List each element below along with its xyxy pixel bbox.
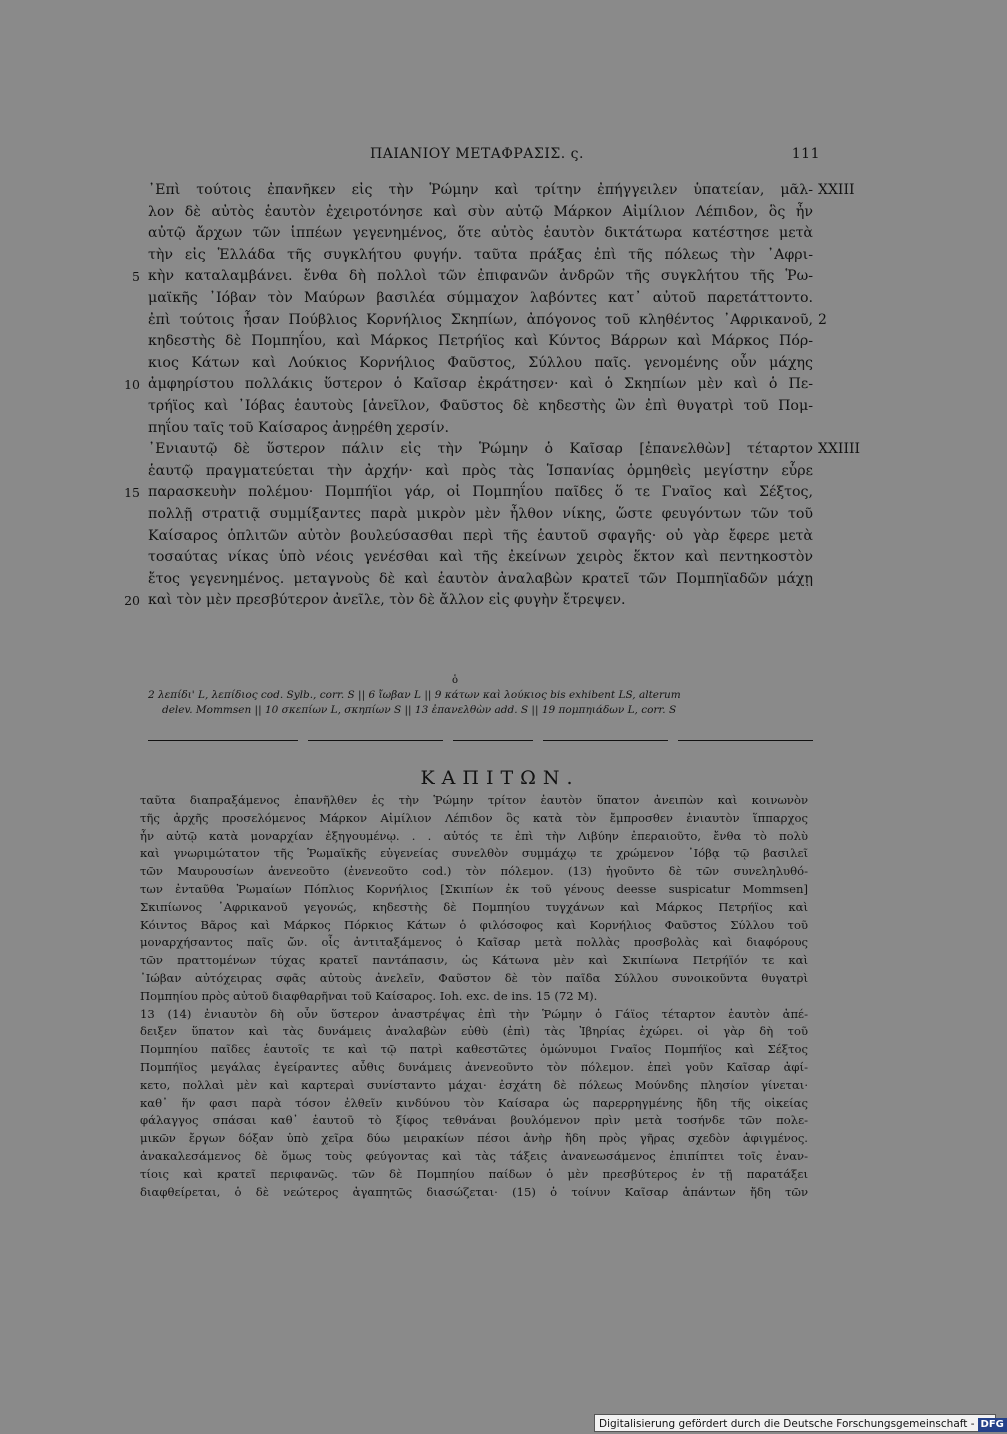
section-line-text: καθ᾿ ἥν φασι παρὰ τόσον ἐλθεῖν κινδύνου τὸν Καίσαρα ὡς παρερρηγμένης ἤδη τῆς οἰκείας (140, 1095, 808, 1110)
running-title: ΠΑΙΑΝΙΟΥ ΜΕΤΑΦΡΑΣΙΣ. ς. (370, 146, 584, 162)
section-line (140, 810, 808, 828)
section-line (140, 1166, 808, 1184)
section-text (140, 792, 808, 1201)
line-number: 10 (124, 377, 140, 393)
section-line-text: Πομπήϊος μεγάλας ἐγείραντες αὖθις δυνάμεις ἀνενεοῦντο τὸν πόλεμον. ἐπεὶ γοῦν Καῖσαρ ἀφί- (140, 1059, 808, 1074)
section-line-text: ἦν αὐτῷ κατὰ μοναρχίαν ἐξηγουμένῳ. . . αὐτός τε ἐπὶ τὴν Λιβύην ἐπεραιοῦτο, ἔνθα τὸ πολὺ (140, 828, 808, 843)
page-number: 111 (791, 146, 820, 162)
section-line-text: διαφθείρεται, ὁ δὲ νεώτερος ἀγαπητῶς διασώζεται· (15) ὁ τοίνυν Καῖσαρ ἁπάντων ἤδη τῶν (140, 1184, 808, 1199)
section-line (140, 1041, 808, 1059)
section-heading: ΚΑΠΙΤΩΝ. (420, 767, 580, 789)
text-line (148, 504, 813, 526)
text-line (148, 396, 813, 418)
section-line-text: τίοις καὶ κρατεῖ περιφανῶς. τῶν δὲ Πομπηίου παίδων ὁ μὲν πρεσβύτερος ἐν τῇ παρατάξει (140, 1166, 808, 1181)
section-line (140, 1184, 808, 1202)
text-line (124, 374, 813, 396)
margin-note: 2 (818, 311, 827, 328)
section-line-text: μοναρχήσαντος παῖς ὤν. οἷς ἀντιταξάμενος ὁ Καῖσαρ μετὰ πολλὰς προσβολὰς καὶ διαφόρους (140, 935, 808, 950)
text-line (124, 482, 813, 504)
section-line-text: καὶ γνωριμώτατον τῆς Ῥωμαϊκῆς εὐγενείας συνελθὸν συμμάχῳ τε χρώμενον ᾿Ιόβᾳ τῷ βασιλεῖ (140, 846, 808, 861)
dfg-logo: DFG (978, 1418, 1007, 1432)
section-line-text: 13 (14) ἐνιαυτὸν δὴ οὖν ὕστερον ἀναστρέψας ἐπὶ τὴν Ῥώμην ὁ Γάϊος τέταρτον ἑαυτὸν ἀπέ- (140, 1006, 808, 1021)
text-line (124, 590, 813, 612)
text-line (148, 202, 813, 224)
line-text: μαϊκῆς ᾿Ιόβαν τὸν Μαύρων βασιλέα σύμμαχον λαβόντες κατ᾿ αὐτοῦ παρετάττοντο. (148, 289, 813, 306)
margin-note: XXIII (818, 182, 855, 198)
section-line (140, 952, 808, 970)
section-line-text: ᾿Ιώβαν αὐτόχειρας σφᾶς αὐτοὺς ἀνελεῖν, Φαῦστον δὲ τὸν παῖδα Σύλλου συνοικοῦντα θυγατρὶ (140, 970, 808, 985)
section-line-text: Πομπηίου παῖδες ἑαυτοῖς τε καὶ τῷ πατρὶ καθεστῶτες ὁμώνυμοι Γναῖος Πομπήϊος καὶ Σέξτος (140, 1042, 808, 1057)
line-text: καὶ τὸν μὲν πρεσβύτερον ἀνεῖλε, τὸν δὲ ἄλλον εἰς φυγὴν ἔτρεψεν. (148, 592, 626, 609)
apparatus-line: 2 λεπίδι' L, λεπίδιος cod. Sylb., corr. S || 6 ἴωβαν L || 9 κάτων καὶ λούκιος bis exhibent LS, alterum (148, 689, 681, 701)
section-line-text: δειξεν ὕπατον καὶ τὰς δυνάμεις ἀναλαβὼν εὐθὺ (ἐπὶ) τὰς Ἰβηρίας ἐχώρει. οἱ γὰρ δὴ τοῦ (140, 1024, 808, 1039)
section-line (140, 1006, 808, 1024)
line-text: ἑαυτῷ πραγματεύεται τὴν ἀρχήν· καὶ πρὸς τὰς Ἱσπανίας ὁρμηθεὶς μεγίστην εὗρε (148, 462, 813, 479)
section-line (140, 792, 808, 810)
section-line-text: ἀνακαλεσάμενος δὲ ὅμως τοὺς φεύγοντας καὶ τὰς τάξεις ἀνανεωσάμενος ἐπιπίπτει τοῖς ἐναν- (140, 1148, 808, 1163)
section-line (140, 934, 808, 952)
text-line (148, 223, 813, 245)
text-line (148, 310, 827, 332)
section-line (140, 917, 808, 935)
line-text: ἐπὶ τούτοις ἦσαν Πούβλιος Κορνήλιος Σκηπίων, ἀπόγονος τοῦ κληθέντος ᾿Αφρικανοῦ, (148, 311, 813, 328)
section-line (140, 1112, 808, 1130)
text-line (148, 245, 813, 267)
line-number: 5 (132, 269, 140, 285)
separator-rules (148, 740, 813, 744)
digitization-credit (594, 1414, 1004, 1432)
line-text: πηΐου ταῖς τοῦ Καίσαρος ἀνῃρέθη χερσίν. (148, 419, 449, 436)
section-line-text: φάλαγγος σπάσαι καθ᾿ ἑαυτοῦ τὸ ξίφος τεθνάναι βουλόμενον πρὶν μετὰ τοσήνδε τῶν πολε- (140, 1113, 808, 1128)
line-text: παρασκευὴν πολέμου· Πομπήϊοι γάρ, οἱ Πομπηΐου παῖδες ὅ τε Γναῖος καὶ Σέξτος, (148, 484, 813, 501)
line-number: 20 (124, 593, 140, 609)
margin-note: XXIIII (818, 441, 861, 458)
apparatus-mark: ὁ (452, 675, 459, 686)
text-line (148, 439, 861, 461)
line-text: λον δὲ αὐτὸς ἑαυτὸν ἐχειροτόνησε καὶ σὺν αὐτῷ Μάρκον Αἰμίλιον Λέπιδον, ὃς ἦν (148, 203, 813, 220)
line-text: ἀμφηρίστου πολλάκις ὕστερον ὁ Καῖσαρ ἐκράτησεν· καὶ ὁ Σκηπίων μὲν καὶ ὁ Πε- (148, 376, 813, 393)
section-line (140, 1023, 808, 1041)
line-text: κιος Κάτων καὶ Λούκιος Κορνήλιος Φαῦστος, Σύλλου παῖς. γενομένης οὖν μάχης (148, 354, 813, 371)
text-line (148, 526, 813, 548)
text-line (132, 266, 813, 288)
section-line (140, 970, 808, 988)
section-line-text: μικῶν ἔργων δόξαν ὑπὸ χεῖρα δύω μειρακίων πέσοι ἀνὴρ ἤδη πρὸς γῆρας σχεδὸν ἀφιγμένος. (140, 1131, 808, 1146)
line-text: ἔτος γεγενημένος. μεταγνοὺς δὲ καὶ ἑαυτὸν ἀναλαβὼν κρατεῖ τῶν Πομπηϊαδῶν μάχῃ (148, 570, 813, 587)
line-text: Καίσαρος ὁπλιτῶν αὐτὸν βουλεύσασθαι περὶ τῆς ἑαυτοῦ σφαγῆς· οὐ γὰρ ἔφερε μετὰ (148, 527, 813, 544)
line-text: τοσαύτας νίκας ὑπὸ νέοις γενέσθαι καὶ τῆς ἐκείνων χειρὸς ἕκτον καὶ πεντηκοστὸν (148, 549, 813, 566)
line-text: ᾿Επὶ τούτοις ἐπανῆκεν εἰς τὴν Ῥώμην καὶ τρίτην ἐπήγγειλεν ὑπατείαν, μᾶλ- (148, 182, 813, 198)
section-line (140, 1077, 808, 1095)
section-line (140, 863, 808, 881)
text-line (148, 180, 855, 202)
section-line-text: ταῦτα διαπραξάμενος ἐπανῆλθεν ἐς τὴν Ῥώμην τρίτον ἑαυτὸν ὕπατον ἀνειπὼν καὶ κοινωνὸν (140, 793, 808, 807)
text-line (148, 331, 813, 353)
critical-apparatus (148, 688, 813, 717)
section-line-text: τῶν Μαυρουσίων ἀνενεοῦτο (ἐνενεοῦτο cod.) τὸν πόλεμον. (13) ἡγοῦντο δὲ τῶν συνεληλυθό- (140, 864, 808, 879)
section-line (140, 1059, 808, 1077)
text-line (148, 569, 813, 591)
text-line (148, 547, 813, 569)
section-line-text: Κόιντος Βᾶρος καὶ Μάρκος Πόρκιος Κάτων ὁ φιλόσοφος καὶ Κορνήλιος Φαῦστος Σύλλου τοῦ (140, 917, 808, 932)
section-line (140, 1095, 808, 1113)
main-text (124, 180, 861, 612)
line-text: κὴν καταλαμβάνει. ἔνθα δὴ πολλοὶ τῶν ἐπιφανῶν ἀνδρῶν τῆς συγκλήτου τῆς Ῥω- (148, 268, 813, 285)
section-line (140, 1130, 808, 1148)
section-line (140, 899, 808, 917)
line-text: τρήϊος καὶ ᾿Ιόβας ἑαυτοὺς [ἀνεῖλον, Φαῦστος δὲ κηδεστὴς ὢν ἐπὶ θυγατρὶ τοῦ Πομ- (148, 397, 813, 414)
section-line-text: τῆς ἀρχῆς προσελόμενος Μάρκον Αἰμίλιον Λέπιδον ὃς κατὰ τὸν ἔμπροσθεν ἐνιαυτὸν ἵππαρχος (140, 810, 808, 825)
text-line (148, 418, 813, 440)
line-text: κηδεστὴς δὲ Πομπηΐου, καὶ Μάρκος Πετρήϊος καὶ Κύντος Βάρρων καὶ Μάρκος Πόρ- (148, 333, 813, 350)
section-line-text: Σκιπίωνος ᾿Αφρικανοῦ γεγονώς, κηδεστὴς δὲ Πομπηίου τυγχάνων καὶ Μάρκος Πετρήϊος καὶ (140, 899, 808, 914)
text-line (148, 288, 813, 310)
section-line-text: τῶν πραττομένων τύχας κρατεῖ παντάπασιν, ὡς Κάτωνα μὲν καὶ Σκιπίωνα Πετρήϊόν τε καὶ (140, 953, 808, 968)
line-text: αὐτῷ ἄρχων τῶν ἱππέων γεγενημένος, ὅτε αὐτὸς ἑαυτὸν δικτάτωρα κατέστησε μετὰ (148, 225, 813, 242)
section-line (140, 988, 808, 1006)
line-text: ᾿Ενιαυτῷ δὲ ὕστερον πάλιν εἰς τὴν Ῥώμην ὁ Καῖσαρ [ἐπανελθὼν] τέταρτον (148, 441, 813, 458)
section-line-text: των ἐνταῦθα Ῥωμαίων Πόπλιος Κορνήλιος [Σκιπίων ἐκ τοῦ γένους deesse suspicatur Mommsen] (140, 881, 808, 896)
section-line (140, 881, 808, 899)
line-text: πολλῇ στρατιᾷ συμμίξαντες παρὰ μικρὸν μὲν ἦλθον νίκης, ὥστε φευγόντων τῶν τοῦ (148, 505, 813, 522)
section-line (140, 1148, 808, 1166)
section-line (140, 828, 808, 846)
line-number: 15 (124, 485, 140, 501)
text-line (148, 353, 813, 375)
credit-text: Digitalisierung gefördert durch die Deutsche Forschungsgemeinschaft - (599, 1418, 975, 1430)
section-line (140, 845, 808, 863)
line-text: τὴν εἰς Ἑλλάδα τῆς συγκλήτου φυγήν. ταῦτα πράξας ἐπὶ τῆς πόλεως τὴν ᾿Αφρι- (148, 246, 813, 263)
section-line-text: Πομπηίου πρὸς αὐτοῦ διαφθαρῆναι τοῦ Καίσαρος. Ioh. exc. de ins. 15 (72 M). (140, 988, 598, 1003)
text-line (148, 461, 813, 483)
apparatus-line: delev. Mommsen || 10 σκεπίων L, σκηπίων S || 13 ἐπανελθὼν add. S || 19 πομπηιάδων L, corr. S (162, 703, 677, 716)
section-line-text: κετο, πολλαὶ μὲν καὶ καρτεραὶ συνίσταντο μάχαι· ἐσχάτη δὲ πόλεως Μούνδης πλησίον γίνεται· (140, 1077, 808, 1092)
